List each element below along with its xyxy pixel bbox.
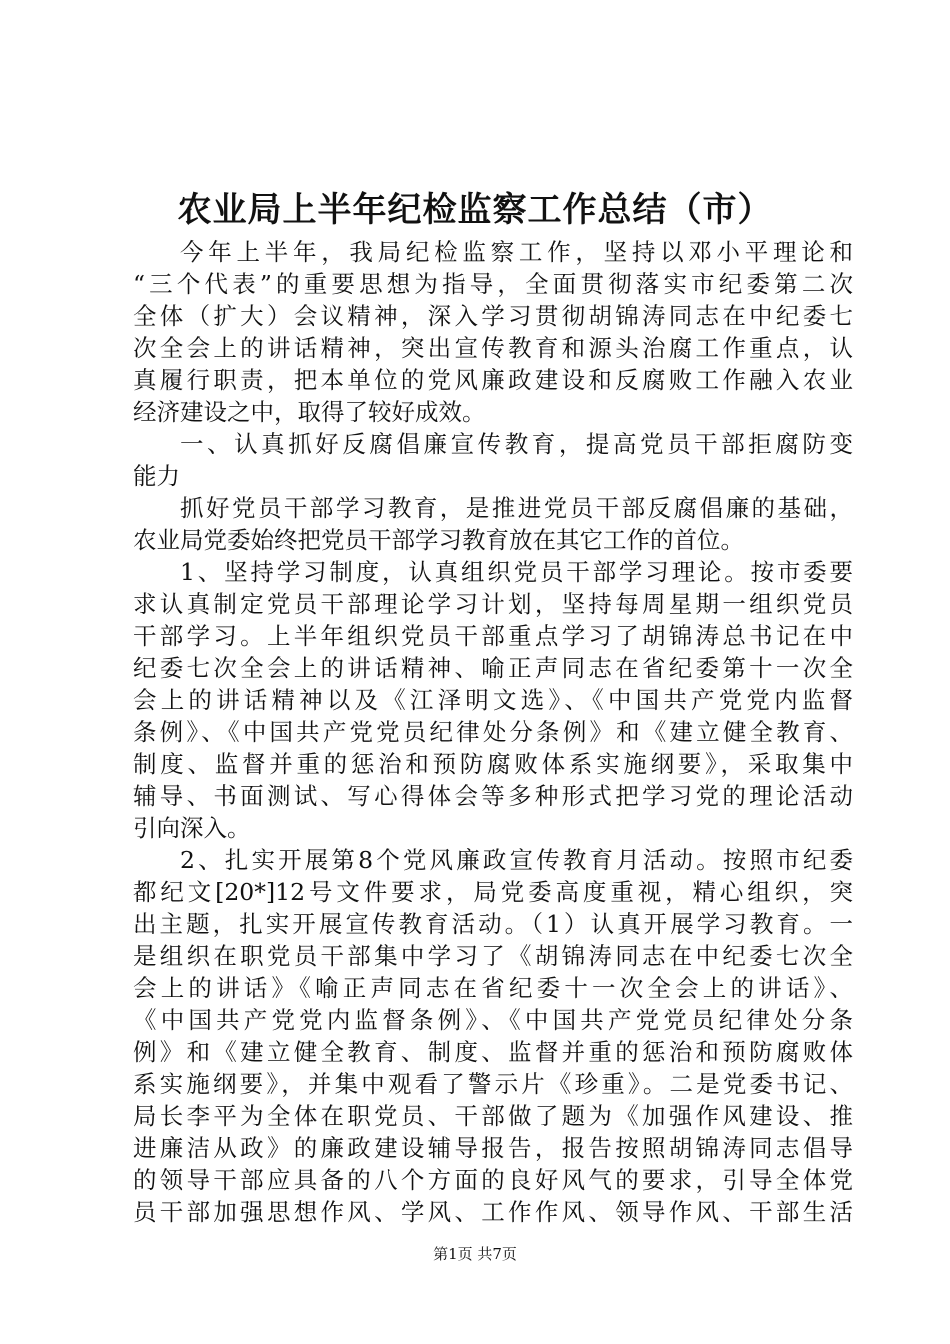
text-line: 都纪文[20*]12号文件要求，局党委高度重视，精心组织，突: [133, 878, 853, 906]
text-line: 例》和《建立健全教育、制度、监督并重的惩治和预防腐败体: [133, 1038, 853, 1066]
document-title: 农业局上半年纪检监察工作总结（市）: [177, 190, 773, 230]
page-number-footer: 第1页 共7页: [433, 1245, 517, 1263]
text-line: 制度、监督并重的惩治和预防腐败体系实施纲要》，采取集中: [133, 750, 853, 778]
text-line: 经济建设之中，取得了较好成效。: [133, 398, 486, 426]
text-line: 是组织在职党员干部集中学习了《胡锦涛同志在中纪委七次全: [133, 942, 853, 970]
text-line: 的领导干部应具备的八个方面的良好风气的要求，引导全体党: [133, 1166, 853, 1194]
text-line: 条例》、《中国共产党党员纪律处分条例》和《建立健全教育、: [133, 718, 853, 746]
text-line: 次全会上的讲话精神，突出宣传教育和源头治腐工作重点，认: [133, 334, 853, 362]
text-line: 农业局党委始终把党员干部学习教育放在其它工作的首位。: [133, 526, 744, 554]
text-line: 出主题，扎实开展宣传教育活动。（1）认真开展学习教育。一: [133, 910, 853, 938]
text-line: 系实施纲要》，并集中观看了警示片《珍重》。二是党委书记、: [133, 1070, 853, 1098]
text-line: 员干部加强思想作风、学风、工作作风、领导作风、干部生活: [133, 1198, 853, 1226]
text-line: 纪委七次全会上的讲话精神、喻正声同志在省纪委第十一次全: [133, 654, 853, 682]
text-line: 2、扎实开展第8个党风廉政宣传教育月活动。按照市纪委: [180, 846, 853, 874]
text-line: 局长李平为全体在职党员、干部做了题为《加强作风建设、推: [133, 1102, 853, 1130]
text-line: 求认真制定党员干部理论学习计划，坚持每周星期一组织党员: [133, 590, 853, 618]
text-line: 全体（扩大）会议精神，深入学习贯彻胡锦涛同志在中纪委七: [133, 302, 853, 330]
text-line: 会上的讲话》《喻正声同志在省纪委十一次全会上的讲话》、: [133, 974, 853, 1002]
text-line: 干部学习。上半年组织党员干部重点学习了胡锦涛总书记在中: [133, 622, 853, 650]
text-line: 进廉洁从政》的廉政建设辅导报告，报告按照胡锦涛同志倡导: [133, 1134, 853, 1162]
text-line: 真履行职责，把本单位的党风廉政建设和反腐败工作融入农业: [133, 366, 853, 394]
text-line: 1、坚持学习制度，认真组织党员干部学习理论。按市委要: [180, 558, 853, 586]
text-line: 《中国共产党党内监督条例》、《中国共产党党员纪律处分条: [133, 1006, 853, 1034]
text-line: “三个代表”的重要思想为指导，全面贯彻落实市纪委第二次: [133, 270, 853, 298]
section-heading-line: 能力: [133, 462, 180, 490]
text-line: 辅导、书面测试、写心得体会等多种形式把学习党的理论活动: [133, 782, 853, 810]
text-line: 今年上半年，我局纪检监察工作，坚持以邓小平理论和: [180, 238, 853, 266]
text-line: 抓好党员干部学习教育，是推进党员干部反腐倡廉的基础，: [180, 494, 853, 522]
section-heading-line: 一、认真抓好反腐倡廉宣传教育，提高党员干部拒腐防变: [180, 430, 853, 458]
document-body: [133, 236, 853, 1228]
text-line: 引向深入。: [133, 814, 251, 842]
text-line: 会上的讲话精神以及《江泽明文选》、《中国共产党党内监督: [133, 686, 853, 714]
